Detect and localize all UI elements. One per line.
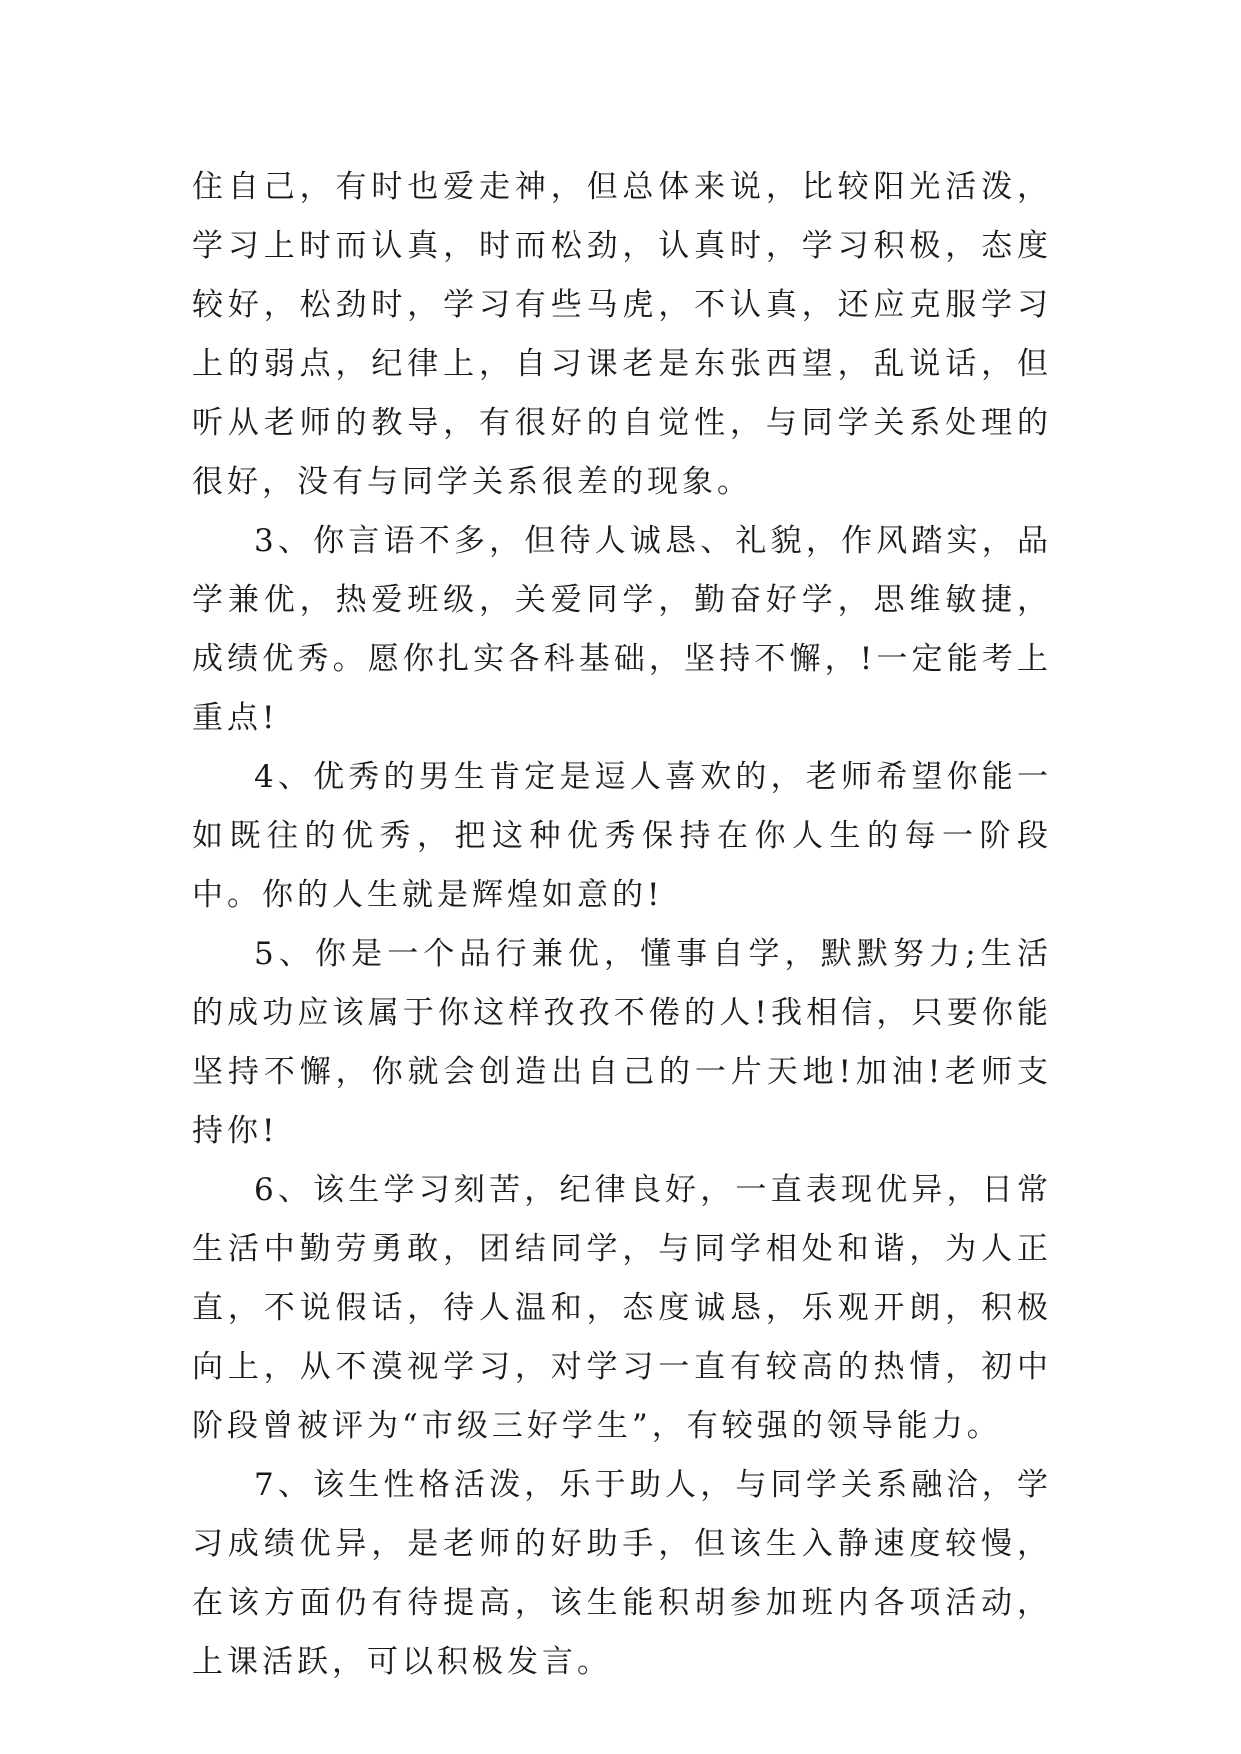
paragraph-item-7: 7、该生性格活泼，乐于助人，与同学关系融洽，学习成绩优异，是老师的好助手，但该生入静速度较慢，在该方面仍有待提高，该生能积胡参加班内各项活动，上课活跃，可以积极发言。 (192, 1467, 1052, 1680)
paragraph-continuation: 住自己，有时也爱走神，但总体来说，比较阳光活泼，学习上时而认真，时而松劲，认真时，学习积极，态度较好，松劲时，学习有些马虎，不认真，还应克服学习上的弱点，纪律上，自习课老是东张西望，乱说话，但听从老师的教导，有很好的自觉性，与同学关系处理的很好，没有与同学关系很差的现象。 (192, 169, 1052, 500)
document-body (192, 158, 1052, 1692)
paragraph-item-3: 3、你言语不多，但待人诚恳、礼貌，作风踏实，品学兼优，热爱班级，关爱同学，勤奋好学，思维敏捷，成绩优秀。愿你扎实各科基础，坚持不懈，!一定能考上重点! (192, 523, 1052, 736)
paragraph-item-5: 5、你是一个品行兼优，懂事自学，默默努力;生活的成功应该属于你这样孜孜不倦的人!我相信，只要你能坚持不懈，你就会创造出自己的一片天地!加油!老师支持你! (192, 936, 1052, 1149)
paragraph-item-4: 4、优秀的男生肯定是逗人喜欢的，老师希望你能一如既往的优秀，把这种优秀保持在你人生的每一阶段中。你的人生就是辉煌如意的! (192, 759, 1052, 913)
paragraph-item-6: 6、该生学习刻苦，纪律良好，一直表现优异，日常生活中勤劳勇敢，团结同学，与同学相处和谐，为人正直，不说假话，待人温和，态度诚恳，乐观开朗，积极向上，从不漠视学习，对学习一直有较高的热情，初中阶段曾被评为“市级三好学生”，有较强的领导能力。 (192, 1172, 1052, 1444)
